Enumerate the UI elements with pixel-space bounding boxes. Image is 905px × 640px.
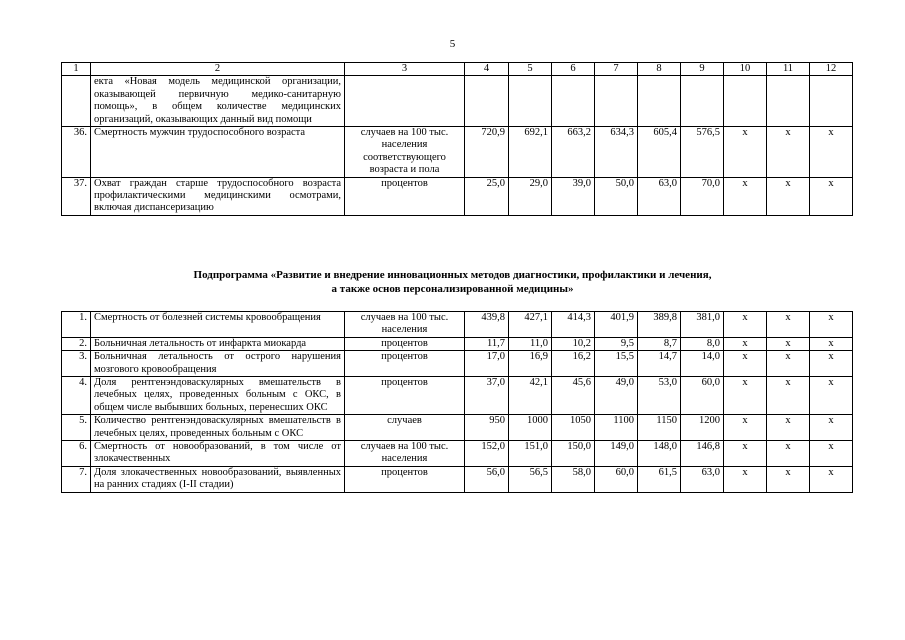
value-cell: х — [724, 337, 767, 350]
value-cell: 29,0 — [509, 177, 552, 215]
value-cell — [638, 76, 681, 127]
value-cell: х — [810, 415, 853, 441]
column-number-cell: 2 — [91, 63, 345, 76]
unit-of-measure — [345, 76, 465, 127]
value-cell: х — [724, 415, 767, 441]
table-row — [62, 127, 853, 178]
value-cell: 381,0 — [681, 312, 724, 338]
column-number-cell: 3 — [345, 63, 465, 76]
column-number-cell: 9 — [681, 63, 724, 76]
column-number-cell: 6 — [552, 63, 595, 76]
value-cell: 61,5 — [638, 466, 681, 492]
value-cell: 8,0 — [681, 337, 724, 350]
value-cell — [465, 76, 509, 127]
value-cell: 8,7 — [638, 337, 681, 350]
unit-of-measure: процентов — [345, 337, 465, 350]
value-cell — [552, 76, 595, 127]
table-row — [62, 337, 853, 350]
value-cell: 1000 — [509, 415, 552, 441]
value-cell: х — [810, 337, 853, 350]
value-cell — [681, 76, 724, 127]
value-cell: х — [767, 177, 810, 215]
value-cell: х — [724, 441, 767, 467]
value-cell: 1200 — [681, 415, 724, 441]
value-cell: 152,0 — [465, 441, 509, 467]
table-row — [62, 441, 853, 467]
row-number: 36. — [62, 127, 91, 178]
value-cell: х — [767, 351, 810, 377]
value-cell: 692,1 — [509, 127, 552, 178]
value-cell: 634,3 — [595, 127, 638, 178]
table-row — [62, 177, 853, 215]
value-cell: 148,0 — [638, 441, 681, 467]
value-cell: 16,2 — [552, 351, 595, 377]
value-cell: 60,0 — [681, 377, 724, 415]
indicator-name: Больничная летальность от острого нарушения мозгового кровообращения — [91, 351, 345, 377]
value-cell: х — [767, 441, 810, 467]
value-cell: 53,0 — [638, 377, 681, 415]
value-cell: х — [767, 415, 810, 441]
column-number-cell: 7 — [595, 63, 638, 76]
value-cell: 17,0 — [465, 351, 509, 377]
row-number: 2. — [62, 337, 91, 350]
value-cell: х — [810, 312, 853, 338]
value-cell — [724, 76, 767, 127]
value-cell: 63,0 — [638, 177, 681, 215]
value-cell: х — [767, 466, 810, 492]
unit-of-measure: процентов — [345, 177, 465, 215]
value-cell: 1150 — [638, 415, 681, 441]
value-cell: х — [724, 377, 767, 415]
row-number: 4. — [62, 377, 91, 415]
value-cell: 9,5 — [595, 337, 638, 350]
value-cell: х — [767, 377, 810, 415]
value-cell: 63,0 — [681, 466, 724, 492]
value-cell: 950 — [465, 415, 509, 441]
row-number: 1. — [62, 312, 91, 338]
value-cell: 414,3 — [552, 312, 595, 338]
row-number — [62, 76, 91, 127]
table-row — [62, 466, 853, 492]
value-cell: 720,9 — [465, 127, 509, 178]
value-cell: х — [724, 466, 767, 492]
value-cell: 25,0 — [465, 177, 509, 215]
indicator-name: Охват граждан старше трудоспособного возраста профилактическими медицинскими осмотрами, включая диспансеризацию — [91, 177, 345, 215]
value-cell: 389,8 — [638, 312, 681, 338]
row-number: 6. — [62, 441, 91, 467]
value-cell: х — [810, 377, 853, 415]
value-cell: 37,0 — [465, 377, 509, 415]
unit-of-measure: процентов — [345, 351, 465, 377]
value-cell: 56,5 — [509, 466, 552, 492]
table-row — [62, 415, 853, 441]
indicators-table-continued — [61, 62, 853, 216]
value-cell — [595, 76, 638, 127]
value-cell: 14,7 — [638, 351, 681, 377]
page-number: 5 — [449, 38, 456, 50]
subprogram-title-line1: Подпрограмма «Развитие и внедрение инновационных методов диагностики, профилактики и лечения, — [193, 269, 712, 281]
table-row — [62, 76, 853, 127]
row-number: 7. — [62, 466, 91, 492]
value-cell: 150,0 — [552, 441, 595, 467]
value-cell: 50,0 — [595, 177, 638, 215]
value-cell: 16,9 — [509, 351, 552, 377]
unit-of-measure: случаев на 100 тыс. населения — [345, 312, 465, 338]
value-cell: х — [724, 177, 767, 215]
value-cell: 15,5 — [595, 351, 638, 377]
value-cell: х — [767, 337, 810, 350]
value-cell: 10,2 — [552, 337, 595, 350]
value-cell: х — [767, 127, 810, 178]
value-cell: 401,9 — [595, 312, 638, 338]
value-cell: 11,7 — [465, 337, 509, 350]
column-number-cell: 12 — [810, 63, 853, 76]
value-cell: 146,8 — [681, 441, 724, 467]
value-cell: 45,6 — [552, 377, 595, 415]
row-number: 5. — [62, 415, 91, 441]
column-number-cell: 4 — [465, 63, 509, 76]
value-cell: 427,1 — [509, 312, 552, 338]
value-cell: 60,0 — [595, 466, 638, 492]
value-cell: 49,0 — [595, 377, 638, 415]
indicator-name: Смертность от новообразований, в том числе от злокачественных — [91, 441, 345, 467]
unit-of-measure: процентов — [345, 377, 465, 415]
column-number-cell: 10 — [724, 63, 767, 76]
value-cell: х — [810, 127, 853, 178]
value-cell: 11,0 — [509, 337, 552, 350]
value-cell: х — [767, 312, 810, 338]
value-cell: 663,2 — [552, 127, 595, 178]
value-cell: х — [724, 351, 767, 377]
indicator-name: Смертность от болезней системы кровообращения — [91, 312, 345, 338]
table-row — [62, 351, 853, 377]
value-cell: х — [810, 351, 853, 377]
value-cell: х — [810, 466, 853, 492]
value-cell: 149,0 — [595, 441, 638, 467]
value-cell: 605,4 — [638, 127, 681, 178]
value-cell: 439,8 — [465, 312, 509, 338]
indicator-name: Смертность мужчин трудоспособного возраста — [91, 127, 345, 178]
subprogram-title-line2: а также основ персонализированной медицины» — [331, 283, 574, 295]
table-row — [62, 312, 853, 338]
value-cell: 1100 — [595, 415, 638, 441]
unit-of-measure: случаев на 100 тыс. населения соответствующего возраста и пола — [345, 127, 465, 178]
value-cell: х — [724, 127, 767, 178]
value-cell: 576,5 — [681, 127, 724, 178]
value-cell: 42,1 — [509, 377, 552, 415]
value-cell: 56,0 — [465, 466, 509, 492]
indicator-name: екта «Новая модель медицинской организации, оказывающей первичную медико-санитарную помощь», в общем количестве медицинских организаций, оказывающих данный вид помощи — [91, 76, 345, 127]
value-cell: 14,0 — [681, 351, 724, 377]
value-cell — [810, 76, 853, 127]
column-number-cell: 11 — [767, 63, 810, 76]
value-cell: х — [810, 177, 853, 215]
subprogram-title — [90, 268, 815, 296]
indicator-name: Доля рентгенэндоваскулярных вмешательств в лечебных целях, проведенных больным с ОКС, в общем числе выбывших больных, перенесших ОКС — [91, 377, 345, 415]
value-cell: х — [724, 312, 767, 338]
unit-of-measure: процентов — [345, 466, 465, 492]
row-number: 3. — [62, 351, 91, 377]
value-cell: 151,0 — [509, 441, 552, 467]
indicator-name: Больничная летальность от инфаркта миокарда — [91, 337, 345, 350]
column-number-cell: 5 — [509, 63, 552, 76]
table-row — [62, 377, 853, 415]
value-cell: х — [810, 441, 853, 467]
value-cell: 39,0 — [552, 177, 595, 215]
value-cell — [767, 76, 810, 127]
row-number: 37. — [62, 177, 91, 215]
value-cell: 70,0 — [681, 177, 724, 215]
column-number-cell: 1 — [62, 63, 91, 76]
unit-of-measure: случаев на 100 тыс. населения — [345, 441, 465, 467]
value-cell: 1050 — [552, 415, 595, 441]
subprogram-indicators-table — [61, 311, 853, 493]
column-number-cell: 8 — [638, 63, 681, 76]
indicator-name: Доля злокачественных новообразований, выявленных на ранних стадиях (I-II стадии) — [91, 466, 345, 492]
value-cell — [509, 76, 552, 127]
indicator-name: Количество рентгенэндоваскулярных вмешательств в лечебных целях, проведенных больным с ОКС — [91, 415, 345, 441]
column-number-row — [62, 63, 853, 76]
value-cell: 58,0 — [552, 466, 595, 492]
unit-of-measure: случаев — [345, 415, 465, 441]
